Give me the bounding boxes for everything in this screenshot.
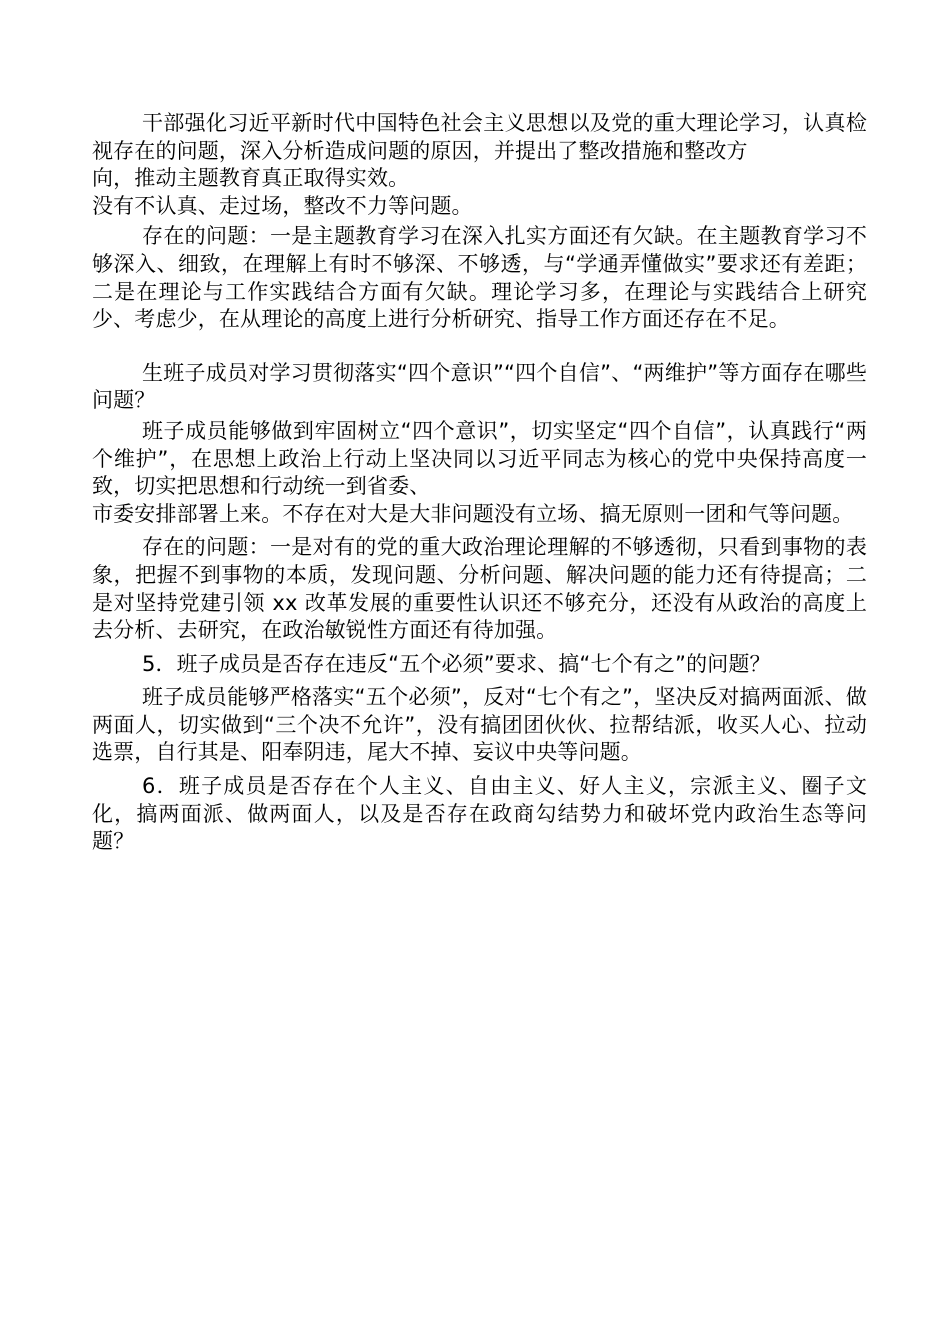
paragraph-question-four-consciousness: 生班子成员对学习贯彻落实“四个意识”“四个自信”、“两维护”等方面存在哪些问题？ [92,360,867,413]
paragraph-question-5: 5．班子成员是否存在违反“五个必须”要求、搞“七个有之”的问题？ [142,651,771,676]
paragraph-no-formality: 没有不认真、走过场，整改不力等问题。 [92,193,473,218]
paragraph-question-6: 6．班子成员是否存在个人主义、自由主义、好人主义，宗派主义、圈子文化，搞两面派、做两面人，以及是否存在政商勾结势力和破坏党内政治生态等问题？ [92,774,867,854]
paragraph-political-problems: 存在的问题：一是对有的党的重大政治理论理解的不够透彻，只看到事物的表象，把握不到事物的本质，发现问题、分析问题、解决问题的能力还有待提高；二是对坚持党建引领 xx 改革发展的重要性认识还不够充分，还没有从政治的高度上去分析、去研究，在政治敏锐性方面还有待加强。 [92,535,867,643]
paragraph-four-consciousness-answer: 班子成员能够做到牢固树立“四个意识”，切实坚定“四个自信”，认真践行“两个维护”，在思想上政治上行动上坚决同以习近平同志为核心的党中央保持高度一致，切实把思想和行动统一到省委、 市委安排部署上来。不存在对大是大非问题没有立场、搞无原则一团和气等问题。 [92,418,867,526]
paragraph-theory-study: 干部强化习近平新时代中国特色社会主义思想以及党的重大理论学习，认真检视存在的问题，深入分析造成问题的原因，并提出了整改措施和整改方 向，推动主题教育真正取得实效。 [92,111,867,191]
document-body [92,110,867,856]
paragraph-five-musts-answer: 班子成员能够严格落实“五个必须”，反对“七个有之”，坚决反对搞两面派、做两面人，切实做到“三个决不允许”，没有搞团团伙伙、拉帮结派，收买人心、拉动选票，自行其是、阳奉阴违，尾大不掉、妄议中央等问题。 [92,685,867,765]
paragraph-study-problems: 存在的问题：一是主题教育学习在深入扎实方面还有欠缺。在主题教育学习不够深入、细致，在理解上有时不够深、不够透，与“学通弄懂做实”要求还有差距；二是在理论与工作实践结合方面有欠缺。理论学习多，在理论与实践结合上研究少、考虑少，在从理论的高度上进行分析研究、指导工作方面还存在不足。 [92,224,867,332]
